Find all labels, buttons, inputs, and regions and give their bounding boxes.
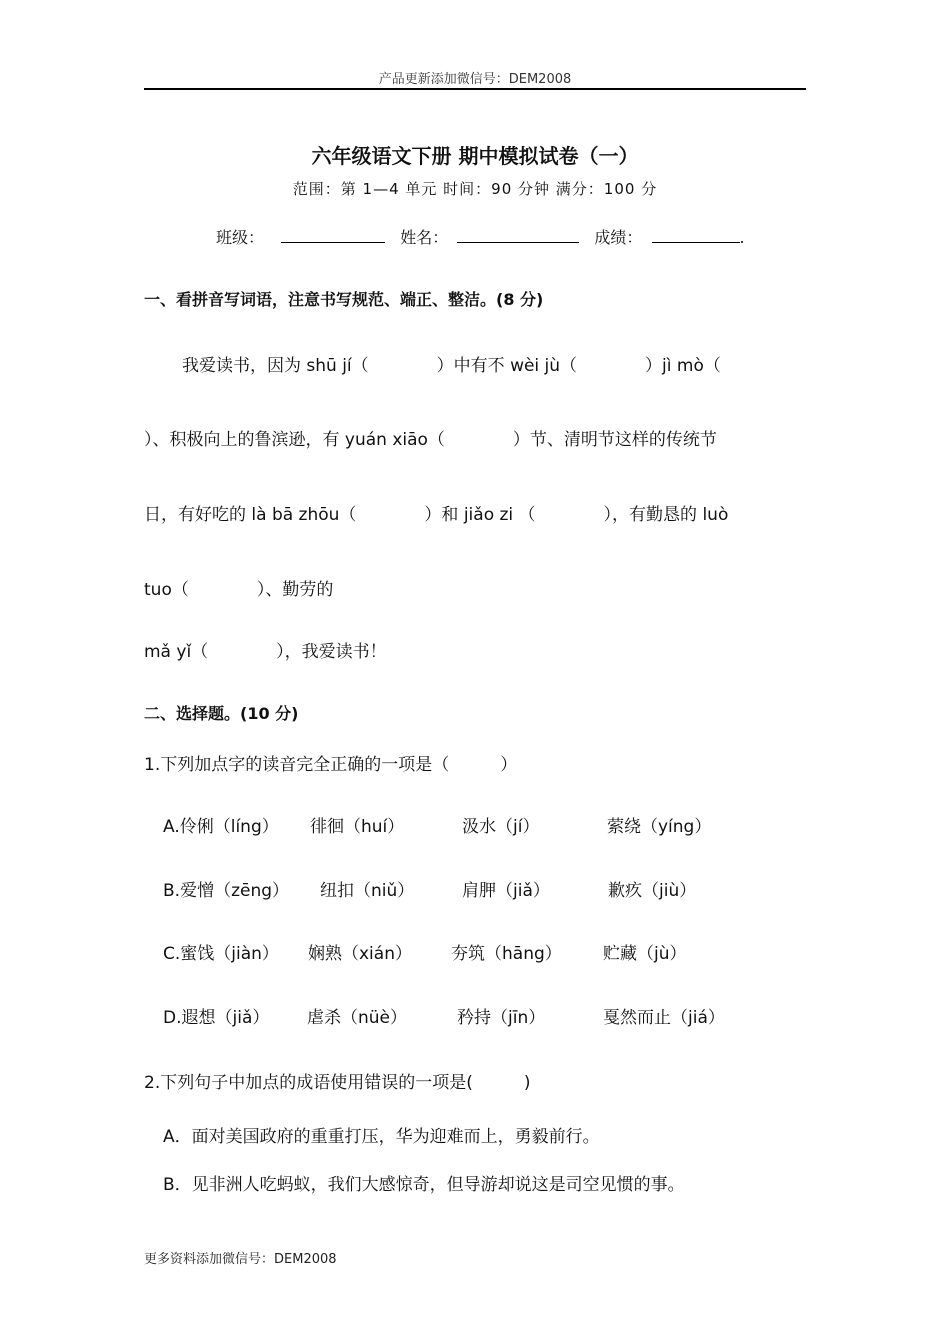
q1-option-c-item-3: 夯筑（hāng） (451, 944, 562, 964)
exam-scope: 范围：第 1—4 单元 时间：90 分钟 满分：100 分 (292, 180, 658, 198)
q1-option-b-item-4: 歉疚（jiù） (608, 881, 697, 901)
q2-option-a: A．面对美国政府的重重打压，华为迎难而上，勇毅前行。 (163, 1127, 600, 1147)
info-end-mark: . (739, 228, 745, 247)
class-field[interactable] (281, 228, 385, 243)
q1-option-c-item-1: C.蜜饯（jiàn） (163, 944, 279, 964)
section-1-line-5: mǎ yǐ（ ），我爱读书！ (144, 642, 387, 662)
section-1-line-3: 日，有好吃的 là bā zhōu（ ）和 jiǎo zi （ ），有勤恳的 luò (144, 505, 729, 525)
section-1-heading: 一、看拼音写词语，注意书写规范、端正、整洁。(8 分) (144, 290, 544, 309)
section-1-line-1: 我爱读书，因为 shū jí（ ）中有不 wèi jù（ ）jì mò（ (182, 356, 721, 376)
q1-option-a-item-2: 徘徊（huí） (310, 817, 405, 837)
student-info-row (216, 225, 745, 248)
class-label: 班级： (216, 228, 265, 247)
question-2-stem: 2.下列句子中加点的成语使用错误的一项是( ) (144, 1073, 531, 1093)
q1-option-d-item-2: 虐杀（nüè） (307, 1008, 408, 1028)
q1-option-a-item-4: 萦绕（yíng） (607, 817, 712, 837)
name-field[interactable] (457, 228, 579, 243)
q2-option-b: B．见非洲人吃蚂蚁，我们大感惊奇，但导游却说这是司空见惯的事。 (163, 1175, 685, 1195)
q1-option-c-item-2: 娴熟（xián） (308, 944, 412, 964)
q1-option-d-item-4: 戛然而止（jiá） (603, 1008, 725, 1028)
q1-option-d-item-1: D.遐想（jiǎ） (163, 1008, 270, 1028)
section-1-line-4: tuo（ ）、勤劳的 (144, 580, 334, 600)
q1-option-a-item-1: A.伶俐（líng） (163, 817, 279, 837)
header-note: 产品更新添加微信号：DEM2008 (378, 72, 572, 87)
q1-option-b-item-3: 肩胛（jiǎ） (462, 881, 550, 901)
q1-option-c-item-4: 贮藏（jù） (603, 944, 687, 964)
q1-option-d-item-3: 矜持（jīn） (457, 1008, 546, 1028)
section-2-heading: 二、选择题。(10 分) (144, 704, 299, 723)
page-title: 六年级语文下册 期中模拟试卷（一） (311, 144, 639, 168)
score-field[interactable] (652, 228, 740, 243)
q1-option-a-item-3: 汲水（jí） (462, 817, 540, 837)
name-label: 姓名： (400, 228, 449, 247)
q1-option-b-item-1: B.爱憎（zēng） (163, 881, 290, 901)
score-label: 成绩： (594, 228, 643, 247)
header-divider (144, 88, 806, 90)
question-1-stem: 1.下列加点字的读音完全正确的一项是（ ） (144, 755, 518, 775)
q1-option-b-item-2: 纽扣（niǔ） (320, 881, 415, 901)
footer-note: 更多资料添加微信号：DEM2008 (144, 1252, 337, 1267)
section-1-line-2: ）、积极向上的鲁滨逊，有 yuán xiāo（ ）节、清明节这样的传统节 (144, 430, 717, 450)
